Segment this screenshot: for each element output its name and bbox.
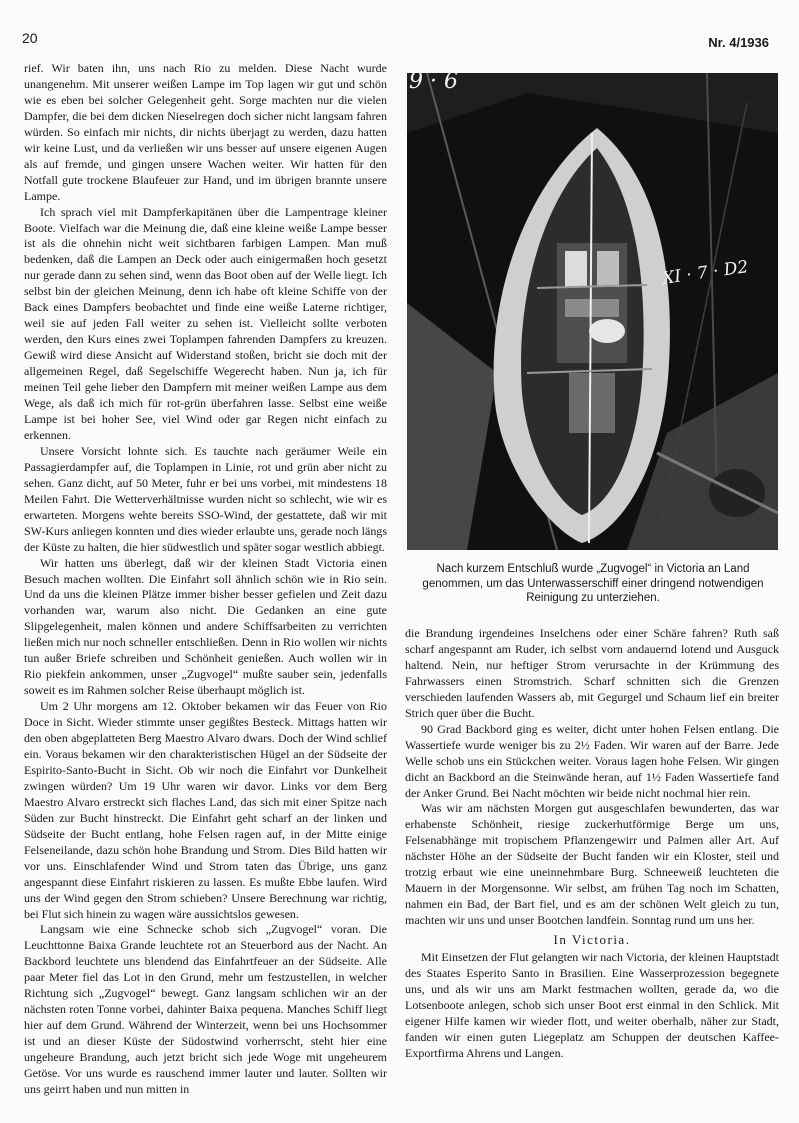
handwritten-mark-side: XI · 7 · D2 — [661, 257, 750, 289]
photo-caption: Nach kurzem Entschluß wurde „Zugvogel“ in Victoria an Land genommen, um das Unterwasserschiff einer dringend notwendigen Reinigung zu unterziehen. — [422, 563, 764, 604]
left-text-column — [24, 61, 387, 1098]
boat-photo-illustration — [407, 73, 778, 550]
issue-number: Nr. 4/1936 — [708, 35, 769, 50]
paragraph: Wir hatten uns überlegt, daß wir der kleinen Stadt Victoria einen Besuch machen wollten. Die Einfahrt soll ähnlich schön wie in Rio sein. Und da uns die kleinen Plätze immer bisher besser gefielen und Zeit dazu vorhanden war, warum also nicht. Die Gedanken an eine gute Slipgelegenheit, malen können und andere Schiffsarbeiten zu verrichten ließen mich nur noch schneller entschließen. Denn in Rio wollen wir nichts tun außer Briefe schreiben und Schönheit genießen. Auch wollen wir in Rio piekfein ankommen, unser „Zugvogel“ mußte sauber sein, jedenfalls soweit es im Rahmen solcher Reise überhaupt möglich ist. — [24, 555, 387, 698]
paragraph: Mit Einsetzen der Flut gelangten wir nach Victoria, der kleinen Hauptstadt des Staates Esperito Santo in Brasilien. Eine Wasserprozession begegnete uns, und als wir uns am Markt festmachen wollten, gerade da, wo die Lotsenboote anlegen, schob sich unser Boot erst einmal in den Schlick. Mit eigener Hilfe kamen wir wieder flott, und weiter oberhalb, näher zur Stadt, fanden wir einen guten Liegeplatz am Schuppen der deutschen Kaffee-Exportfirma Ahrens und Langen. — [405, 950, 779, 1060]
paragraph: Ich sprach viel mit Dampferkapitänen über die Lampentrage kleiner Boote. Vielfach war die Meinung die, daß eine kleine weiße Lampe besser ist als die ohnehin nicht weit sichtbaren farbigen Lampen. Man muß bedenken, daß die Lampen an Deck oder auch einigermaßen hoch gesetzt nur gerade dann zu sehen sind, wenn das Boot oben auf der Welle liegt. Ich selbst bin der gleichen Meinung, denn ich habe oft kleine Schiffe von der Back eines Dampfers beobachtet und finde eine weiße Laterne richtiger, weil sie auf jeden Fall weiter zu sehen ist. Vielleicht sollte verboten werden, den Kurs eines zwei Toplampen fahrenden Dampfers zu kreuzen. Gewiß wird diese Ansicht auf Widerstand stoßen, bricht sie doch mit der allgemeinen Regel, daß Segelschiffe Wegerecht haben. Nun ja, ich für meinen Teil gehe lieber den Dampfern mit meiner weißen Lampe aus dem Wege, als daß ich mich für rot-grün überfahren lasse. Selbst eine weiße Lampe ist bei hoher See, viel Wind oder gar Regen nicht einfach zu erkennen. — [24, 204, 387, 442]
handwritten-mark-top: 9 · 6 — [409, 73, 458, 94]
paragraph: Langsam wie eine Schnecke schob sich „Zugvogel“ voran. Die Leuchttonne Baixa Grande leuchtete rot an Steuerbord aus der Nacht. An Backbord leuchtete uns blendend das Einfahrtfeuer an der Südseite. Alle paar Meter fiel das Lot in den Grund, mehr um festzustellen, in welcher Richtung sich „Zugvogel“ bewegt. Ganz langsam schlichen wir an der nächsten roten Tonne vorbei, dahinter Baixa pequena. Manches Schiff liegt hier auf dem Grund. Während der Winterzeit, wenn bei uns Hochsommer ist und an dieser Küste der Südostwind vorherrscht, steht hier eine ungeheure Brandung, auch jetzt bricht sich jede Woge mit ungeheurem Getöse. Vor uns wurde es rauschend immer lauter und lauter. Sollten wir uns geirrt haben und nun mitten in — [24, 922, 387, 1096]
paragraph: Was wir am nächsten Morgen gut ausgeschlafen bewunderten, das war erhabenste Schönheit, riesige zuckerhutförmige Berge um uns, Felsenabhänge mit tropischem Pflanzengewirr und Palmen aller Art. Auf nächster Höhe an der Südseite der Bucht fanden wir ein Kloster, steil und trotzig erbaut wie eine uneinnehmbare Burg. Schneeweiß leuchteten die Mauern in der Morgensonne. Wir selbst, am frühen Tag noch im Schatten, nahmen ein Bad, der Bart fiel, und es am der schönen Welt gleich zu tun, machten wir uns und unser Bootchen landfein. Sonntag rund um uns her. — [405, 801, 779, 928]
section-heading: In Victoria. — [553, 932, 631, 948]
paragraph: Um 2 Uhr morgens am 12. Oktober bekamen wir das Feuer von Rio Doce in Sicht. Wieder stimmte unser gegißtes Besteck. Mittags hatten wir den oben abgeplatteten Berg Maestro Alvaro dwars. Doch der Wind schlief ein. Voraus bekamen wir den charakteristischen Hügel an der Südseite der Espirito-Santo-Bucht in Sicht. Ob wir noch die Einfahrt vor Dunkelheit zwingen würden? Um 19 Uhr waren wir davor. Links vor dem Berg Maestro Alvaro erstreckt sich flaches Land, das sich mit einer Spitze nach Süden zur Bucht hinstreckt. Die Einfahrt geht scharf an der linken und Südseite der Bucht entlang, hohe Felsen ragen auf, in der Mitte einige Felseneilande, dazu schön hohe Brandung und Strom. Dies Bild hatten wir vor uns. Einschlafender Wind und Strom taten das Übrige, uns ganz angespannt diese Einfahrt riskieren zu lassen. Es mußte Ebbe laufen. Wird uns der Wind gegen den Strom schieben? Unsere Berechnung war richtig, bei Flut sich hinein zu wagen wäre aussichtslos gewesen. — [24, 699, 387, 921]
boat-photo — [407, 73, 778, 550]
page-number: 20 — [22, 30, 38, 46]
paragraph: Unsere Vorsicht lohnte sich. Es tauchte nach geräumer Weile ein Passagierdampfer auf, die Toplampen in Linie, rot und grün aber nicht zu sehen. Ganz dicht, auf 50 Meter, fuhr er bei uns vorbei, mit mindestens 18 Meilen Fahrt. Die Wetterverhältnisse wurden nicht so schlecht, wie wir es erwarteten. Morgens wehte bereits SSO-Wind, der gestattete, daß wir mit SW-Kurs anliegen konnten und dies wieder erlaubte uns, gerade noch längs der Küste zu halten, die hier südwestlich und später sogar westlich abbiegt. — [24, 443, 387, 554]
right-text-column — [405, 626, 779, 1062]
paragraph: die Brandung irgendeines Inselchens oder einer Schäre fahren? Ruth saß scharf angespannt am Ruder, ich selbst vorn andauernd lotend und Ausguck haltend. Nein, nur heftiger Strom verursachte in der Krümmung des Fahrwassers einen Stromstrich. Scharf schnitten sich die Grenzen verschieden laufenden Wassers ab, mit Gegurgel und Schaum lief ein breiter Strich quer über die Bucht. — [405, 626, 779, 720]
paragraph: rief. Wir baten ihn, uns nach Rio zu melden. Diese Nacht wurde unangenehm. Mit unserer weißen Lampe im Top lagen wir gut und schön wie es eben bei solcher Gelegenheit geht. Sorge machten nur die vielen Dampfer, die bei dem dicken Nieselregen doch sicher nicht langsam fahren würden. So einfach mir nichts, dir nichts überjagt zu werden, dazu hatten wir keine Lust, und da verließen wir uns besser auf unsere eigenen Augen als auf fremde, und gingen unsere Wachen weiter. Wir hatten für den Notfall gute trockene Blaufeuer zur Hand, und im übrigen brannte unsere Lampe. — [24, 61, 387, 203]
paragraph: 90 Grad Backbord ging es weiter, dicht unter hohen Felsen entlang. Die Wassertiefe wurde weniger bis zu 2½ Faden. Wir waren auf der Barre. Jede Welle schob uns ein Stückchen weiter. Voraus lagen hohe Felsen. Wir gingen dicht an Backbord an die Steinwände heran, auf 1½ Faden Wassertiefe fand der Anker Grund. Bei Nacht möchten wir beide nicht nochmal hier rein. — [405, 721, 779, 800]
